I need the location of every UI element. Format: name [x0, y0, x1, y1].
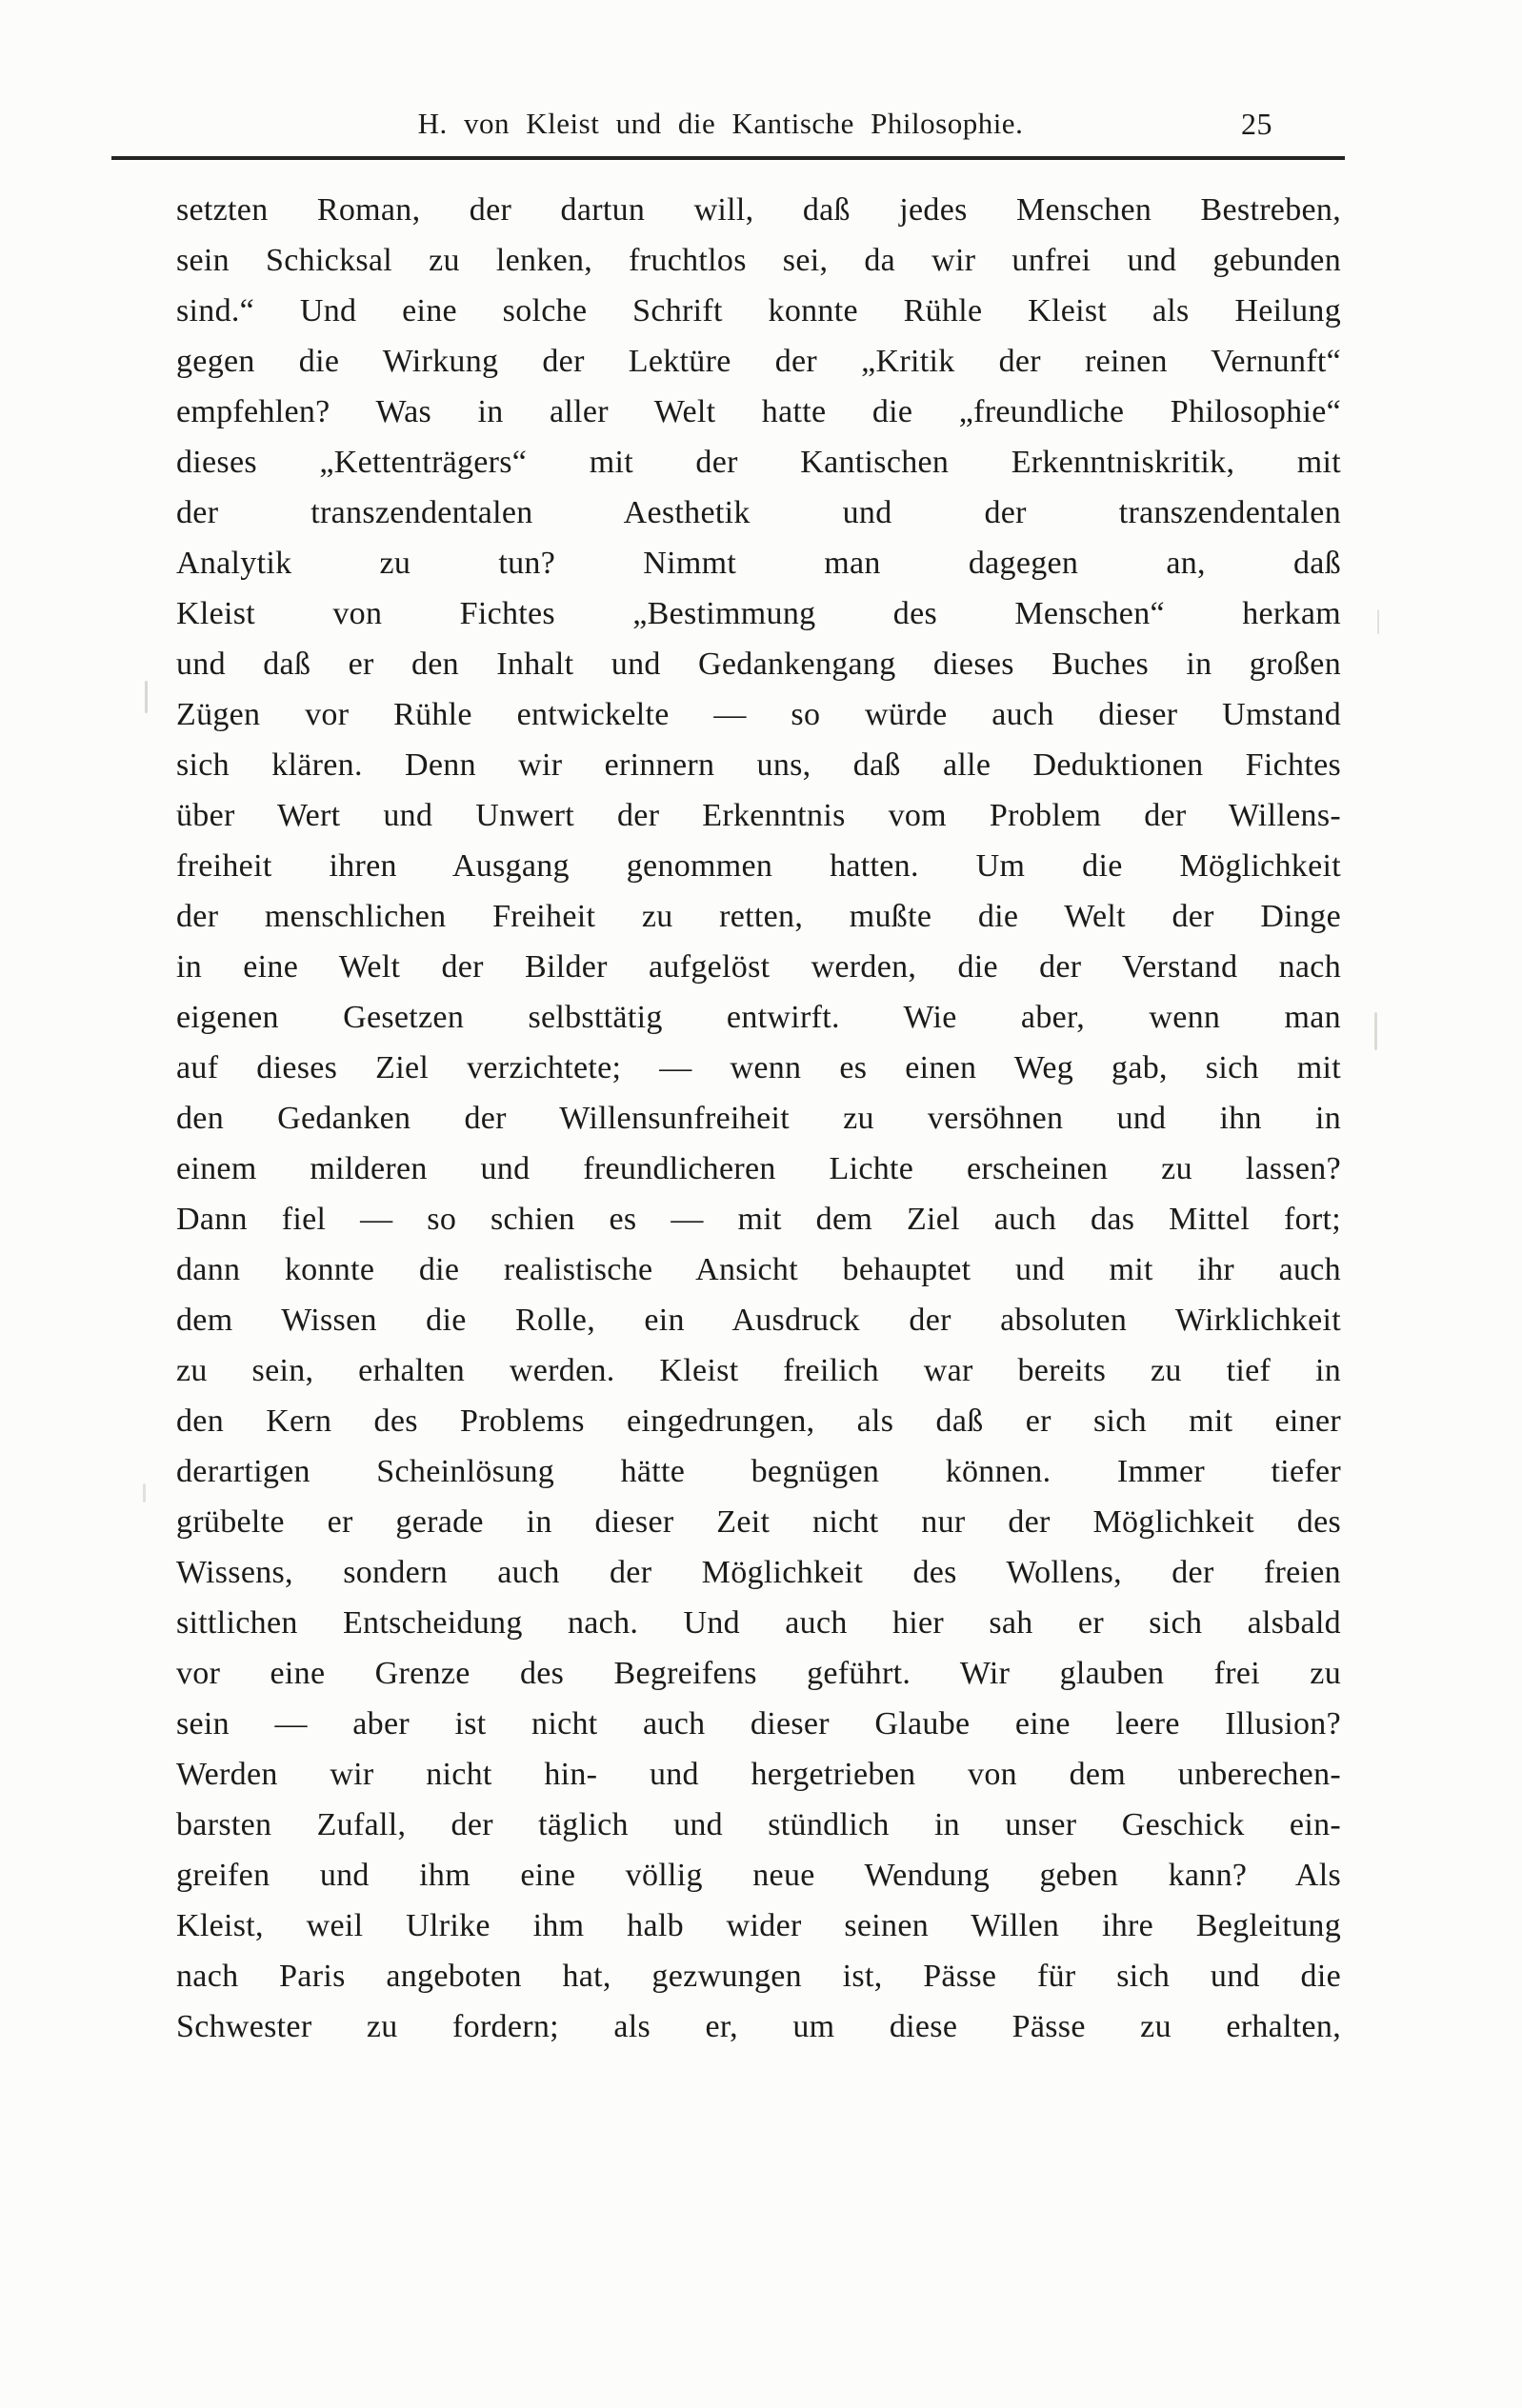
text-line: gegen die Wirkung der Lektüre der „Kritik der reinen Vernunft“: [176, 344, 1341, 379]
text-line: über Wert und Unwert der Erkenntnis vom Problem der Willens-: [176, 798, 1341, 833]
text-line: zu sein, erhalten werden. Kleist freilich war bereits zu tief in: [176, 1353, 1341, 1388]
scan-artifact: [1374, 1012, 1377, 1050]
text-line: sich klären. Denn wir erinnern uns, daß alle Deduktionen Fichtes: [176, 747, 1341, 783]
scan-artifact: [145, 681, 148, 713]
text-line: vor eine Grenze des Begreifens geführt. Wir glauben frei zu: [176, 1656, 1341, 1691]
text-line: Schwester zu fordern; als er, um diese Pässe zu erhalten,: [176, 2009, 1341, 2044]
text-line: empfehlen? Was in aller Welt hatte die „freundliche Philosophie“: [176, 394, 1341, 429]
text-line: Kleist, weil Ulrike ihm halb wider seinen Willen ihre Begleitung: [176, 1908, 1341, 1943]
text-line: nach Paris angeboten hat, gezwungen ist, Pässe für sich und die: [176, 1959, 1341, 1994]
text-line: sein Schicksal zu lenken, fruchtlos sei, da wir unfrei und gebunden: [176, 243, 1341, 278]
text-line: grübelte er gerade in dieser Zeit nicht nur der Möglichkeit des: [176, 1504, 1341, 1540]
running-title: H. von Kleist und die Kantische Philosophie.: [417, 107, 1024, 140]
text-line: Analytik zu tun? Nimmt man dagegen an, daß: [176, 546, 1341, 581]
text-line: in eine Welt der Bilder aufgelöst werden, die der Verstand nach: [176, 949, 1341, 985]
text-line: Werden wir nicht hin- und hergetrieben von dem unberechen-: [176, 1757, 1341, 1792]
text-line: sittlichen Entscheidung nach. Und auch hier sah er sich alsbald: [176, 1605, 1341, 1641]
header-rule: [111, 156, 1345, 160]
text-line: dieses „Kettenträgers“ mit der Kantischen Erkenntniskritik, mit: [176, 445, 1341, 480]
page-header: [176, 107, 1341, 150]
text-line: eigenen Gesetzen selbsttätig entwirft. Wie aber, wenn man: [176, 1000, 1341, 1035]
page-number: 25: [1241, 107, 1272, 141]
text-line: dem Wissen die Rolle, ein Ausdruck der absoluten Wirklichkeit: [176, 1303, 1341, 1338]
text-line: einem milderen und freundlicheren Lichte erscheinen zu lassen?: [176, 1151, 1341, 1186]
text-line: Zügen vor Rühle entwickelte — so würde auch dieser Umstand: [176, 697, 1341, 732]
text-line: den Kern des Problems eingedrungen, als daß er sich mit einer: [176, 1403, 1341, 1439]
text-line: auf dieses Ziel verzichtete; — wenn es einen Weg gab, sich mit: [176, 1050, 1341, 1085]
text-line: Wissens, sondern auch der Möglichkeit des Wollens, der freien: [176, 1555, 1341, 1590]
text-line: sein — aber ist nicht auch dieser Glaube eine leere Illusion?: [176, 1706, 1341, 1741]
text-line: dann konnte die realistische Ansicht behauptet und mit ihr auch: [176, 1252, 1341, 1287]
text-line: derartigen Scheinlösung hätte begnügen können. Immer tiefer: [176, 1454, 1341, 1489]
text-line: Kleist von Fichtes „Bestimmung des Menschen“ herkam: [176, 596, 1341, 631]
text-line: der menschlichen Freiheit zu retten, mußte die Welt der Dinge: [176, 899, 1341, 934]
text-line: und daß er den Inhalt und Gedankengang dieses Buches in großen: [176, 647, 1341, 682]
text-line: setzten Roman, der dartun will, daß jedes Menschen Bestreben,: [176, 192, 1341, 228]
text-line: freiheit ihren Ausgang genommen hatten. Um die Möglichkeit: [176, 848, 1341, 884]
scan-artifact: [143, 1483, 146, 1503]
body-text: [176, 185, 1341, 2052]
text-line: den Gedanken der Willensunfreiheit zu versöhnen und ihn in: [176, 1101, 1341, 1136]
scan-artifact: [1377, 609, 1379, 634]
text-line: Dann fiel — so schien es — mit dem Ziel auch das Mittel fort;: [176, 1202, 1341, 1237]
text-line: greifen und ihm eine völlig neue Wendung geben kann? Als: [176, 1858, 1341, 1893]
text-line: sind.“ Und eine solche Schrift konnte Rühle Kleist als Heilung: [176, 293, 1341, 328]
text-line: barsten Zufall, der täglich und stündlich in unser Geschick ein-: [176, 1807, 1341, 1842]
text-line: der transzendentalen Aesthetik und der transzendentalen: [176, 495, 1341, 530]
page-content: [176, 107, 1341, 2052]
